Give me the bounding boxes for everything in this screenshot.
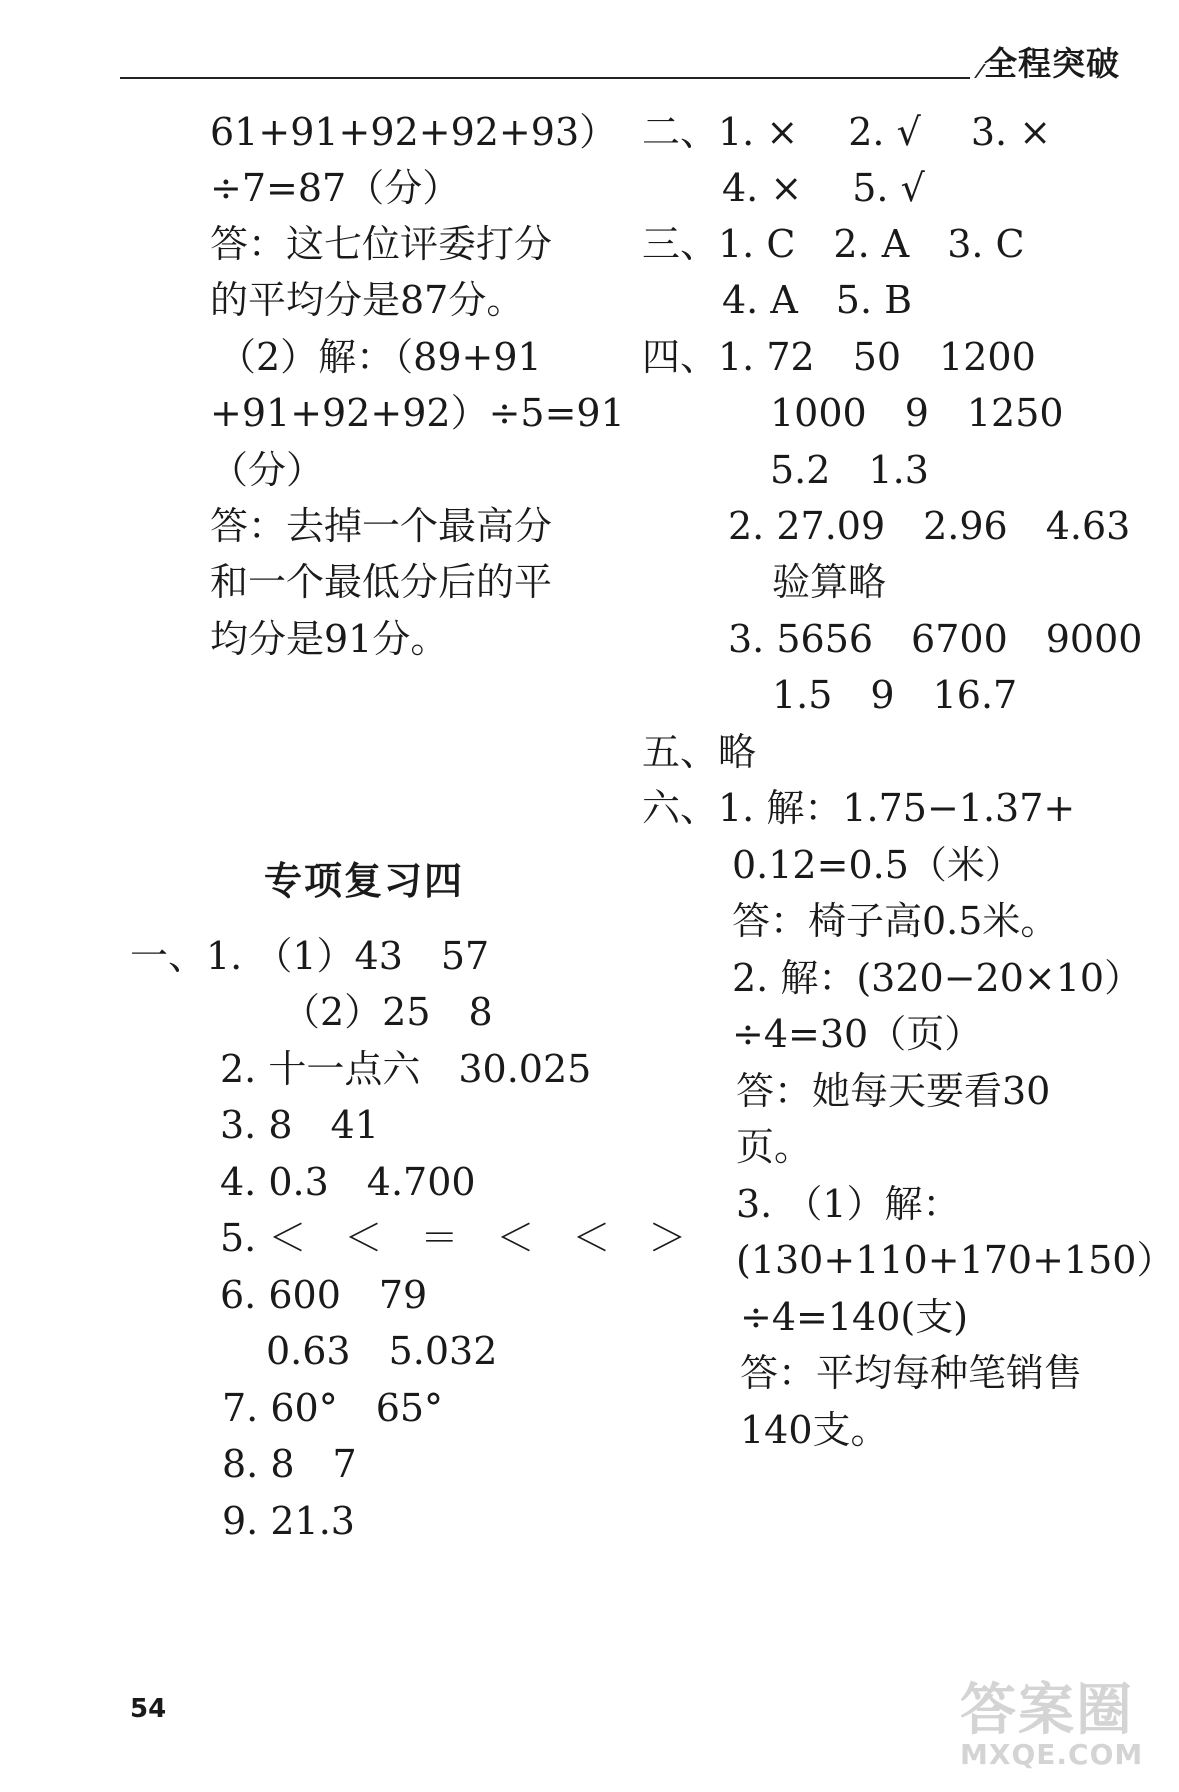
watermark-url: MXQE.COM bbox=[960, 1738, 1144, 1771]
left-line: 6. 600 79 bbox=[220, 1273, 428, 1317]
right-line: 答：椅子高0.5米。 bbox=[732, 899, 1059, 943]
right-line: 答：她每天要看30 bbox=[736, 1069, 1051, 1113]
left-line: 和一个最低分后的平 bbox=[210, 560, 553, 604]
left-line: 答：这七位评委打分 bbox=[210, 222, 553, 266]
left-line: 均分是91分。 bbox=[210, 617, 449, 661]
left-line: 答：去掉一个最高分 bbox=[210, 504, 553, 548]
watermark-text: 答案圈 bbox=[960, 1678, 1134, 1743]
right-line: 四、1. 72 50 1200 bbox=[642, 335, 1036, 379]
left-line: 5. ＜ ＜ ＝ ＜ ＜ ＞ bbox=[220, 1216, 687, 1260]
left-line: （2）25 8 bbox=[282, 990, 493, 1034]
right-line: 六、1. 解：1.75−1.37+ bbox=[642, 786, 1076, 830]
right-line: 五、略 bbox=[642, 730, 757, 774]
right-line: 3. 5656 6700 9000 bbox=[728, 617, 1143, 661]
right-line: 140支。 bbox=[740, 1408, 889, 1452]
right-line: 2. 27.09 2.96 4.63 bbox=[728, 504, 1131, 548]
header-rule-tick bbox=[960, 64, 986, 78]
left-line: +91+92+92）÷5=91 bbox=[210, 391, 625, 435]
page-number: 54 bbox=[130, 1694, 167, 1724]
header-title: 全程突破 bbox=[984, 44, 1120, 83]
left-line: （2）解：（89+91 bbox=[218, 335, 542, 379]
right-line: ÷4=140(支) bbox=[740, 1295, 969, 1339]
header-rule bbox=[120, 77, 970, 79]
left-line: 的平均分是87分。 bbox=[210, 278, 525, 322]
right-line: 4. A 5. B bbox=[722, 278, 913, 322]
left-line: 0.63 5.032 bbox=[266, 1329, 498, 1373]
right-line: 1.5 9 16.7 bbox=[772, 673, 1018, 717]
right-line: 答：平均每种笔销售 bbox=[740, 1351, 1083, 1395]
right-line: 页。 bbox=[736, 1125, 813, 1169]
left-line: ÷7=87（分） bbox=[210, 166, 461, 210]
section-title: 专项复习四 bbox=[264, 859, 465, 903]
left-line: 9. 21.3 bbox=[222, 1499, 355, 1543]
right-line: 0.12=0.5（米） bbox=[732, 843, 1023, 887]
right-line: ÷4=30（页） bbox=[732, 1012, 983, 1056]
left-line: 一、1. （1）43 57 bbox=[130, 934, 490, 978]
right-line: 2. 解：(320−20×10） bbox=[732, 956, 1143, 1000]
right-line: 验算略 bbox=[772, 560, 887, 604]
right-line: (130+110+170+150） bbox=[736, 1238, 1175, 1282]
right-line: 3. （1）解： bbox=[736, 1182, 961, 1226]
left-line: 3. 8 41 bbox=[220, 1103, 379, 1147]
right-line: 1000 9 1250 bbox=[770, 391, 1064, 435]
left-line: 4. 0.3 4.700 bbox=[220, 1160, 476, 1204]
watermark-logo bbox=[960, 1662, 1160, 1780]
right-line: 二、1. × 2. √ 3. × bbox=[642, 110, 1052, 154]
left-line: 7. 60° 65° bbox=[222, 1386, 444, 1430]
left-line: 61+91+92+92+93） bbox=[210, 110, 618, 154]
right-line: 三、1. C 2. A 3. C bbox=[642, 222, 1025, 266]
left-line: （分） bbox=[210, 448, 325, 492]
right-line: 5.2 1.3 bbox=[770, 448, 929, 492]
left-line: 8. 8 7 bbox=[222, 1442, 357, 1486]
left-line: 2. 十一点六 30.025 bbox=[220, 1047, 592, 1091]
right-line: 4. × 5. √ bbox=[722, 166, 925, 210]
